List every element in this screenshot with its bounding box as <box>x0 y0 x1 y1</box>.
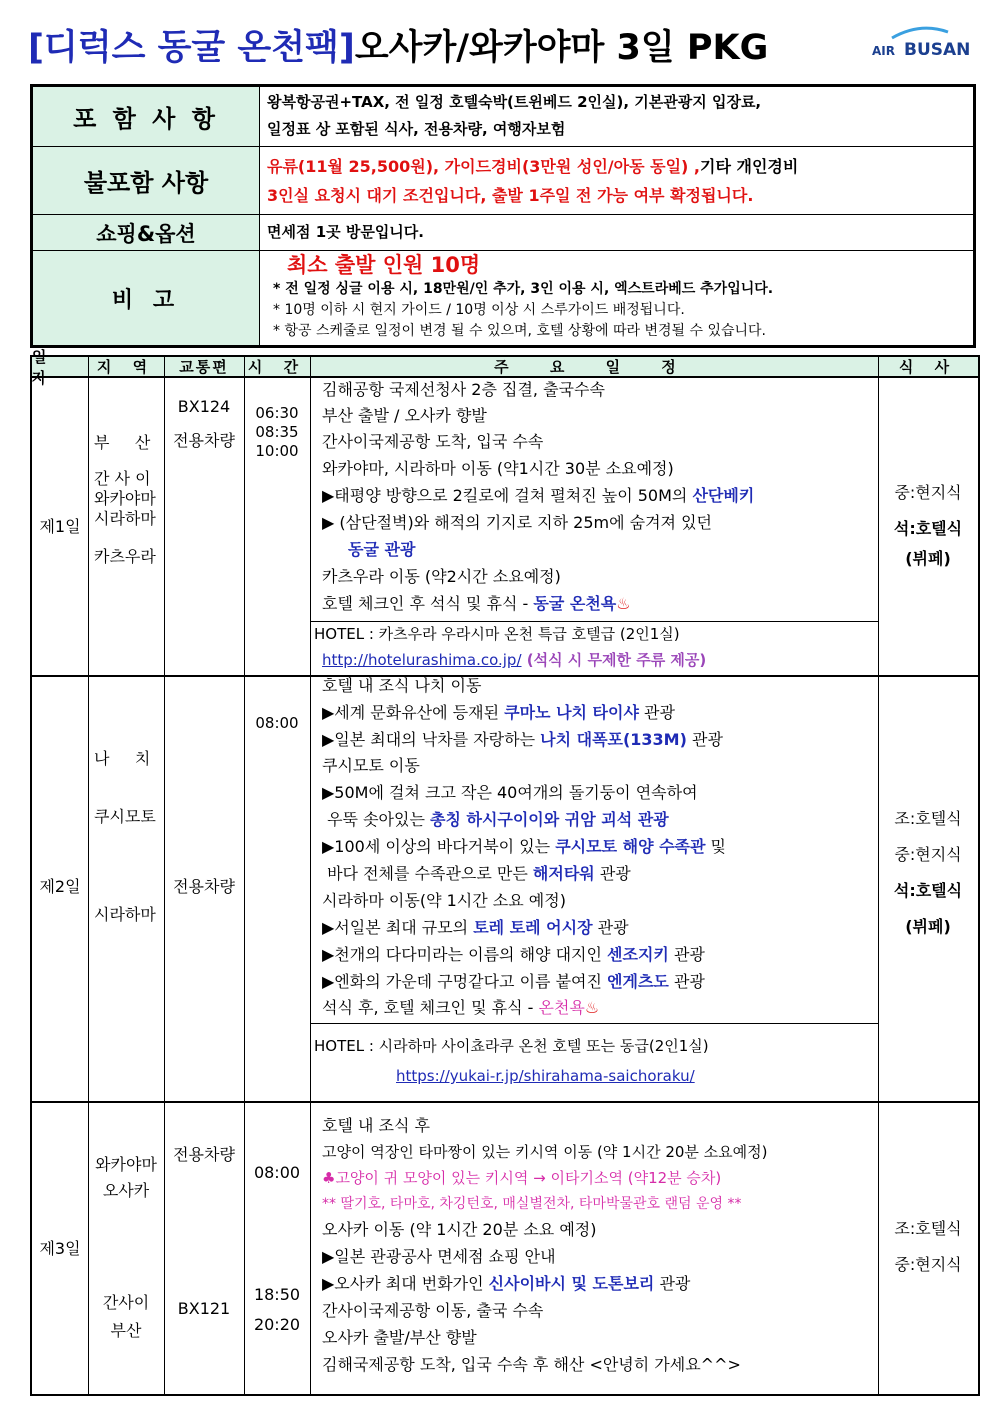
day1-free-drinks-note: (석식 시 무제한 주류 제공) <box>521 651 707 669</box>
kumano-nachi-highlight: 쿠마노 나치 타이샤 <box>504 703 639 722</box>
day1-label: 제1일 <box>39 517 81 536</box>
day2-label: 제2일 <box>39 877 81 896</box>
day2-line8: 바다 전체를 수족관으로 만든 해저타워 관광 <box>322 864 631 883</box>
day3-line10: 김해국제공항 도착, 입국 수속 후 해산 <안녕히 가세요^^> <box>322 1355 741 1374</box>
remarks-row <box>33 251 973 345</box>
day1-line1: 김해공항 국제선청사 2층 집결, 출국수속 <box>322 380 605 399</box>
remarks-label: 비 고 <box>33 251 260 345</box>
day3-region-busan: 부산 <box>110 1321 142 1340</box>
day2-line9: 시라하마 이동(약 1시간 소요 예정) <box>322 891 566 910</box>
day1-line2: 부산 출발 / 오사카 향발 <box>322 406 487 425</box>
excluded-line2: 3인실 요청시 대기 조건입니다, 출발 1주일 전 가능 여부 확정됩니다. <box>267 186 754 205</box>
page-title <box>28 20 858 76</box>
day1-meal-lunch: 중:현지식 <box>894 483 962 502</box>
day1-cave-tour: 동굴 관광 <box>348 540 416 559</box>
day1-transport: 전용차량 <box>173 431 235 450</box>
min-participants: 최소 출발 인원 10명 <box>287 253 481 277</box>
day1-line9: 호텔 체크인 후 석식 및 휴식 - 동굴 온천욕♨ <box>322 594 631 613</box>
title-bracket: [디럭스 동굴 온천팩] <box>28 28 355 68</box>
day2-meal-lunch: 중:현지식 <box>894 845 962 864</box>
day3-line3: ♣고양이 귀 모양이 있는 키시역 → 이타기소역 (약12분 승차) <box>322 1169 722 1187</box>
day1-time3: 10:00 <box>255 442 299 460</box>
day2-region-shirahama: 시라하마 <box>94 905 156 924</box>
day1-meal-buffet: (뷔페) <box>905 549 951 568</box>
day1-line4: 와카야마, 시라하마 이동 (약1시간 30분 소요예정) <box>322 459 674 478</box>
day2-line10: ▶서일본 최대 규모의 토레 토레 어시장 관광 <box>322 918 629 937</box>
day1-line3: 간사이국제공항 도착, 입국 수속 <box>322 432 544 451</box>
day3-transport: 전용차량 <box>173 1145 235 1164</box>
day3-line7: ▶오사카 최대 번화가인 신사이바시 및 도톤보리 관광 <box>322 1274 691 1293</box>
remark-note3: * 항공 스케줄로 일정이 변경 될 수 있으며, 호텔 상황에 따라 변경될 수 있습니다. <box>273 323 766 339</box>
day3-line1: 호텔 내 조식 후 <box>322 1116 430 1135</box>
day2-line2: ▶세계 문화유산에 등재된 쿠마노 나치 타이샤 관광 <box>322 703 675 722</box>
included-line2: 일정표 상 포함된 식사, 전용차량, 여행자보험 <box>267 120 566 138</box>
day2-line4: 쿠시모토 이동 <box>322 756 420 775</box>
day1-hotel: HOTEL : 카츠우라 우라시마 온천 특급 호텔급 (2인1실) <box>314 625 680 643</box>
day2-line1: 호텔 내 조식 나치 이동 <box>322 676 482 695</box>
hot-spring-icon: ♨ <box>616 594 631 613</box>
airbusan-logo <box>870 34 970 64</box>
day1-region-kansai: 간 사 이 <box>94 469 151 488</box>
hashikui-iwa-highlight: 총칭 하시구이이와 귀암 괴석 관광 <box>430 810 669 829</box>
col-header-itinerary: 주 요 일 정 <box>310 357 878 378</box>
other-expenses: 기타 개인경비 <box>700 157 799 176</box>
shopping-text: 면세점 1곳 방문입니다. <box>267 223 424 241</box>
day3-region-wakayama: 와카야마 <box>95 1155 157 1174</box>
included-row <box>33 87 973 147</box>
day3-label: 제3일 <box>39 1239 81 1258</box>
day2-line11: ▶천개의 다다미라는 이름의 해양 대지인 센조지키 관광 <box>322 945 705 964</box>
shopping-label: 쇼핑&옵션 <box>33 215 260 250</box>
grid-line <box>244 357 245 1394</box>
grid-line <box>310 357 311 1394</box>
col-header-region: 지 역 <box>88 357 164 378</box>
day1-flight: BX124 <box>177 397 231 416</box>
day1-hotel-link[interactable]: http://hotelurashima.co.jp/ <box>322 651 522 669</box>
logo-air: AIR <box>872 44 895 58</box>
day1-time2: 08:35 <box>255 423 299 441</box>
day1-time1: 06:30 <box>255 404 299 422</box>
day2-meal-buffet: (뷔페) <box>905 917 951 936</box>
day2-hotel-link[interactable]: https://yukai-r.jp/shirahama-saichoraku/ <box>396 1067 695 1085</box>
day2-line7: ▶100세 이상의 바다거북이 있는 쿠시모토 해양 수족관 및 <box>322 837 727 856</box>
day2-line3: ▶일본 최대의 낙차를 자랑하는 나치 대폭포(133M) 관광 <box>322 730 723 749</box>
day3-line8: 간사이국제공항 이동, 출국 수속 <box>322 1301 544 1320</box>
day1-line6: ▶ (삼단절벽)와 해적의 기지로 지하 25m에 숨겨져 있던 <box>322 513 713 532</box>
senjojiki-highlight: 센조지키 <box>607 945 669 964</box>
day2-region-kushimoto: 쿠시모토 <box>94 807 156 826</box>
remark-note1: * 전 일정 싱글 이용 시, 18만원/인 추가, 3인 이용 시, 엑스트라베드 추가입니다. <box>273 281 774 297</box>
day3-meal-lunch: 중:현지식 <box>894 1255 962 1274</box>
hot-spring-icon: ♨ <box>584 998 600 1017</box>
day1-meal-dinner: 석:호텔식 <box>893 519 963 538</box>
excluded-row <box>33 147 973 215</box>
day1-line8: 카츠우라 이동 (약2시간 소요예정) <box>322 567 561 586</box>
day3-line6: ▶일본 관광공사 면세점 쇼핑 안내 <box>322 1247 556 1266</box>
day2-meal-dinner: 석:호텔식 <box>893 881 963 900</box>
excluded-label: 불포함 사항 <box>33 147 260 214</box>
day3-line5: 오사카 이동 (약 1시간 20분 소요 예정) <box>322 1220 597 1239</box>
day1-region-wakayama: 와카야마 <box>94 489 156 508</box>
day2-meal-breakfast: 조:호텔식 <box>894 809 962 828</box>
day1-hotel-url-line <box>322 647 706 673</box>
sandanbeki-highlight: 산단베키 <box>692 486 755 505</box>
day3-time2: 18:50 <box>253 1285 301 1304</box>
cave-onsen-highlight: 동굴 온천욕 <box>533 594 617 613</box>
logo-swoosh-icon <box>890 26 950 40</box>
col-header-transport: 교통편 <box>164 357 244 378</box>
info-table <box>30 84 976 348</box>
day2-line5: ▶50M에 걸쳐 크고 작은 40여개의 돌기둥이 연속하여 <box>322 783 698 802</box>
day1-region-busan: 부 산 <box>94 433 151 452</box>
day2-region-nachi: 나 치 <box>94 749 151 768</box>
day3-line2: 고양이 역장인 타마짱이 있는 키시역 이동 (약 1시간 20분 소요예정) <box>322 1143 768 1161</box>
day2-line6: 우뚝 솟아있는 총칭 하시구이이와 귀암 괴석 관광 <box>322 810 669 829</box>
day1-region-shirahama: 시라하마 <box>94 509 156 528</box>
day2-line13: 석식 후, 호텔 체크인 및 휴식 - 온천욕♨ <box>322 998 600 1017</box>
underwater-tower-highlight: 해저타워 <box>532 864 595 883</box>
day3-flight: BX121 <box>177 1299 231 1318</box>
engetsuto-highlight: 엔게츠도 <box>607 972 669 991</box>
guide-fee: 가이드경비(3만원 성인/아동 동일) , <box>439 157 700 176</box>
shinsaibashi-highlight: 신사이바시 및 도톤보리 <box>488 1274 655 1293</box>
grid-line <box>88 357 89 1394</box>
title-rest: 오사카/와카야마 3일 PKG <box>354 28 769 68</box>
day3-line9: 오사카 출발/부산 향발 <box>322 1328 477 1347</box>
shopping-row <box>33 215 973 251</box>
grid-line <box>164 357 165 1394</box>
day3-line4: ** 딸기호, 타마호, 차깅턴호, 매실별전차, 타마박물관호 랜덤 운영 ** <box>322 1196 742 1212</box>
included-label: 포 함 사 항 <box>33 87 260 146</box>
schedule-table <box>30 347 980 1396</box>
day2-line12: ▶엔화의 가운데 구멍같다고 이름 붙여진 엔게츠도 관광 <box>322 972 705 991</box>
day3-region-kansai: 간사이 <box>102 1293 150 1312</box>
day3-region-osaka: 오사카 <box>102 1181 150 1200</box>
nachi-falls-highlight: 나치 대폭포(133M) <box>540 730 687 749</box>
onsen-highlight: 온천욕 <box>538 998 585 1017</box>
remark-note2: * 10명 이하 시 현지 가이드 / 10명 이상 시 스루가이드 배정됩니다. <box>273 302 685 318</box>
logo-busan: BUSAN <box>904 40 971 60</box>
col-header-time: 시 간 <box>244 357 310 378</box>
day1-region-katsuura: 카츠우라 <box>94 547 156 566</box>
day1-line5: ▶태평양 방향으로 2킬로에 걸쳐 펼쳐진 높이 50M의 산단베키 <box>322 486 755 505</box>
included-line1: 왕복항공권+TAX, 전 일정 호텔숙박(트윈베드 2인실), 기본관광지 입장료, <box>267 93 762 111</box>
day2-hotel: HOTEL : 시라하마 사이쵸라쿠 온천 호텔 또는 동급(2인1실) <box>314 1037 709 1055</box>
day3-meal-breakfast: 조:호텔식 <box>894 1219 962 1238</box>
day3-time1: 08:00 <box>253 1163 301 1182</box>
day2-transport: 전용차량 <box>173 877 235 896</box>
day2-time1: 08:00 <box>255 714 299 732</box>
fish-market-highlight: 토레 토레 어시장 <box>473 918 593 937</box>
day3-time3: 20:20 <box>253 1315 301 1334</box>
col-header-day: 일 자 <box>32 357 88 378</box>
aquarium-highlight: 쿠시모토 해양 수족관 <box>555 837 706 856</box>
fuel-surcharge: 유류(11월 25,500원), <box>267 157 440 176</box>
col-header-meals: 식 사 <box>878 357 978 378</box>
